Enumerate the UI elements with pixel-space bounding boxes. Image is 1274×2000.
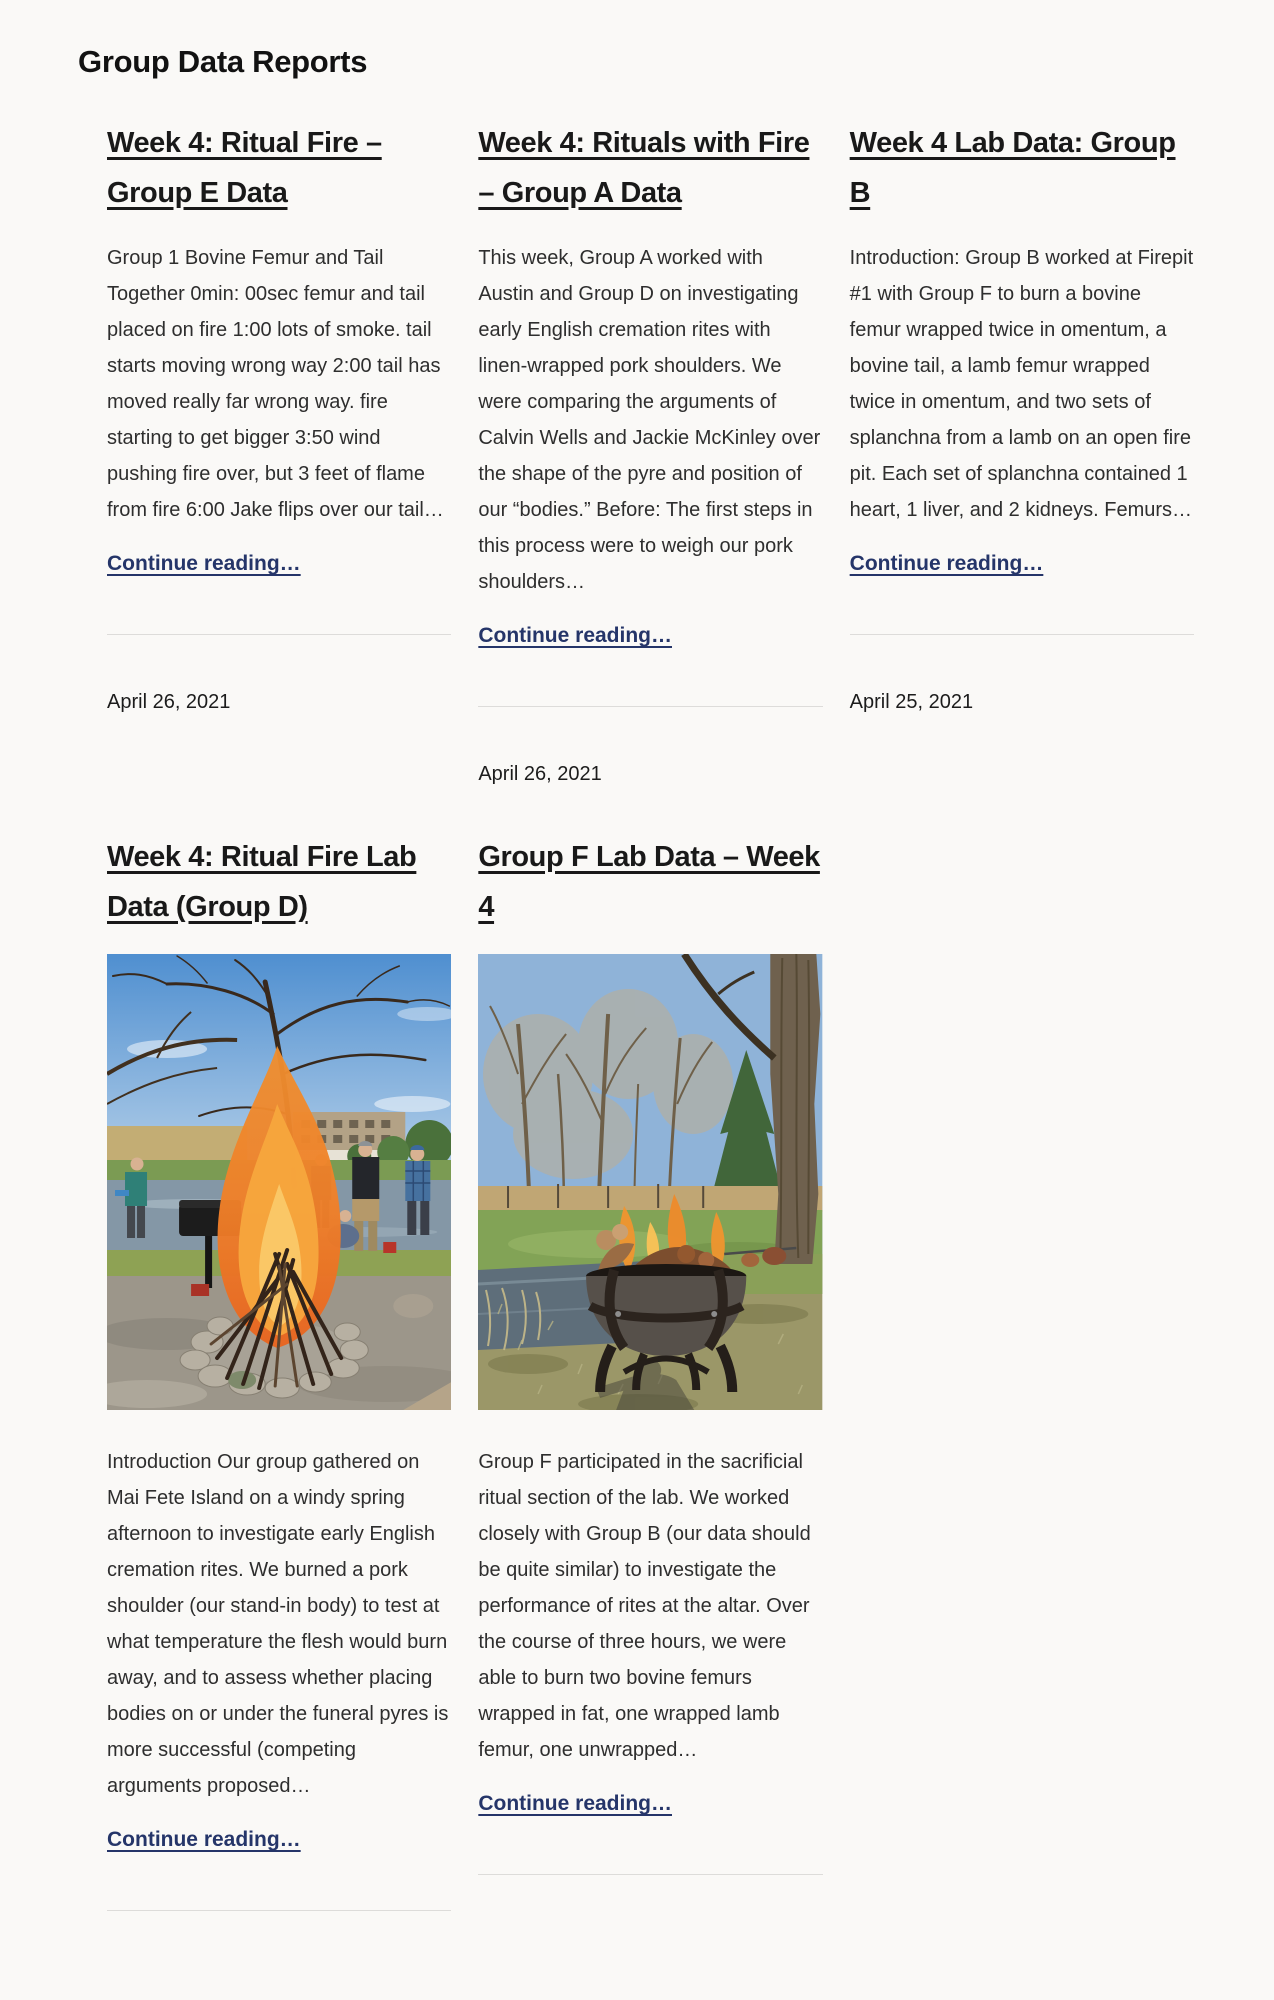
divider [850,634,1194,635]
post-card-group-a [478,118,822,786]
post-excerpt: Introduction Our group gathered on Mai Fete Island on a windy spring afternoon to investigate early English cremation rites. We burned a pork shoulder (our stand-in body) to test at what temperature the flesh would burn away, and to assess whether placing bodies on or under the funeral pyres is more successful (competing arguments proposed… [107,1451,449,1797]
continue-reading-link[interactable]: Continue reading… [478,624,672,647]
post-excerpt: Group F participated in the sacrificial ritual section of the lab. We worked closely with Group B (our data should be quite similar) to investigate the performance of rites at the altar. Over the course of three hours, we were able to burn two bovine femurs wrapped in fat, one wrapped lamb femur, one unwrapped… [478,1451,811,1761]
continue-reading-link[interactable]: Continue reading… [478,1792,672,1815]
post-title-link[interactable]: Week 4: Rituals with Fire – Group A Data [478,127,810,209]
post-excerpt: This week, Group A worked with Austin and Group D on investigating early English cremation rites with linen-wrapped pork shoulders. We were comparing the arguments of Calvin Wells and Jackie McKinley over the shape of the pyre and position of our “bodies.” Before: The first steps in this process were to weigh our pork shoulders… [478,247,821,593]
post-card-group-e [107,118,451,714]
divider [107,634,451,635]
bonfire-photo[interactable] [107,954,451,1410]
page-title: Group Data Reports [78,44,368,79]
post-date: April 26, 2021 [478,763,602,785]
post-card-group-b [850,118,1194,714]
post-title [478,832,822,932]
firepit-photo[interactable] [478,954,822,1410]
divider [107,1910,451,1911]
post-title-link[interactable]: Week 4: Ritual Fire Lab Data (Group D) [107,841,417,923]
post-card-group-f [478,832,822,1875]
divider [478,706,822,707]
continue-reading-link[interactable]: Continue reading… [107,1828,301,1851]
post-title-link[interactable]: Group F Lab Data – Week 4 [478,841,820,923]
post-title-link[interactable]: Week 4: Ritual Fire – Group E Data [107,127,382,209]
post-date: April 26, 2021 [107,691,231,713]
post-date: April 25, 2021 [849,691,974,713]
post-title [107,118,451,218]
post-excerpt: Group 1 Bovine Femur and Tail Together 0min: 00sec femur and tail placed on fire 1:00 lots of smoke. tail starts moving wrong way 2:00 tail has moved really far wrong way. fire starting to get bigger 3:50 wind pushing fire over, but 3 feet of flame from fire 6:00 Jake flips over our tail… [107,247,444,521]
post-excerpt: Introduction: Group B worked at Firepit #1 with Group F to burn a bovine femur wrapped twice in omentum, a bovine tail, a lamb femur wrapped twice in omentum, and two sets of splanchna from a lamb on an open fire pit. Each set of splanchna contained 1 heart, 1 liver, and 2 kidneys. Femurs… [849,247,1194,521]
post-title [107,832,451,932]
post-title [478,118,822,218]
posts-grid [107,118,1194,1911]
post-card-group-d [107,832,451,1911]
continue-reading-link[interactable]: Continue reading… [849,552,1044,575]
continue-reading-link[interactable]: Continue reading… [107,552,301,575]
post-title [850,118,1194,218]
post-title-link[interactable]: Week 4 Lab Data: Group B [849,127,1176,209]
divider [478,1874,822,1875]
